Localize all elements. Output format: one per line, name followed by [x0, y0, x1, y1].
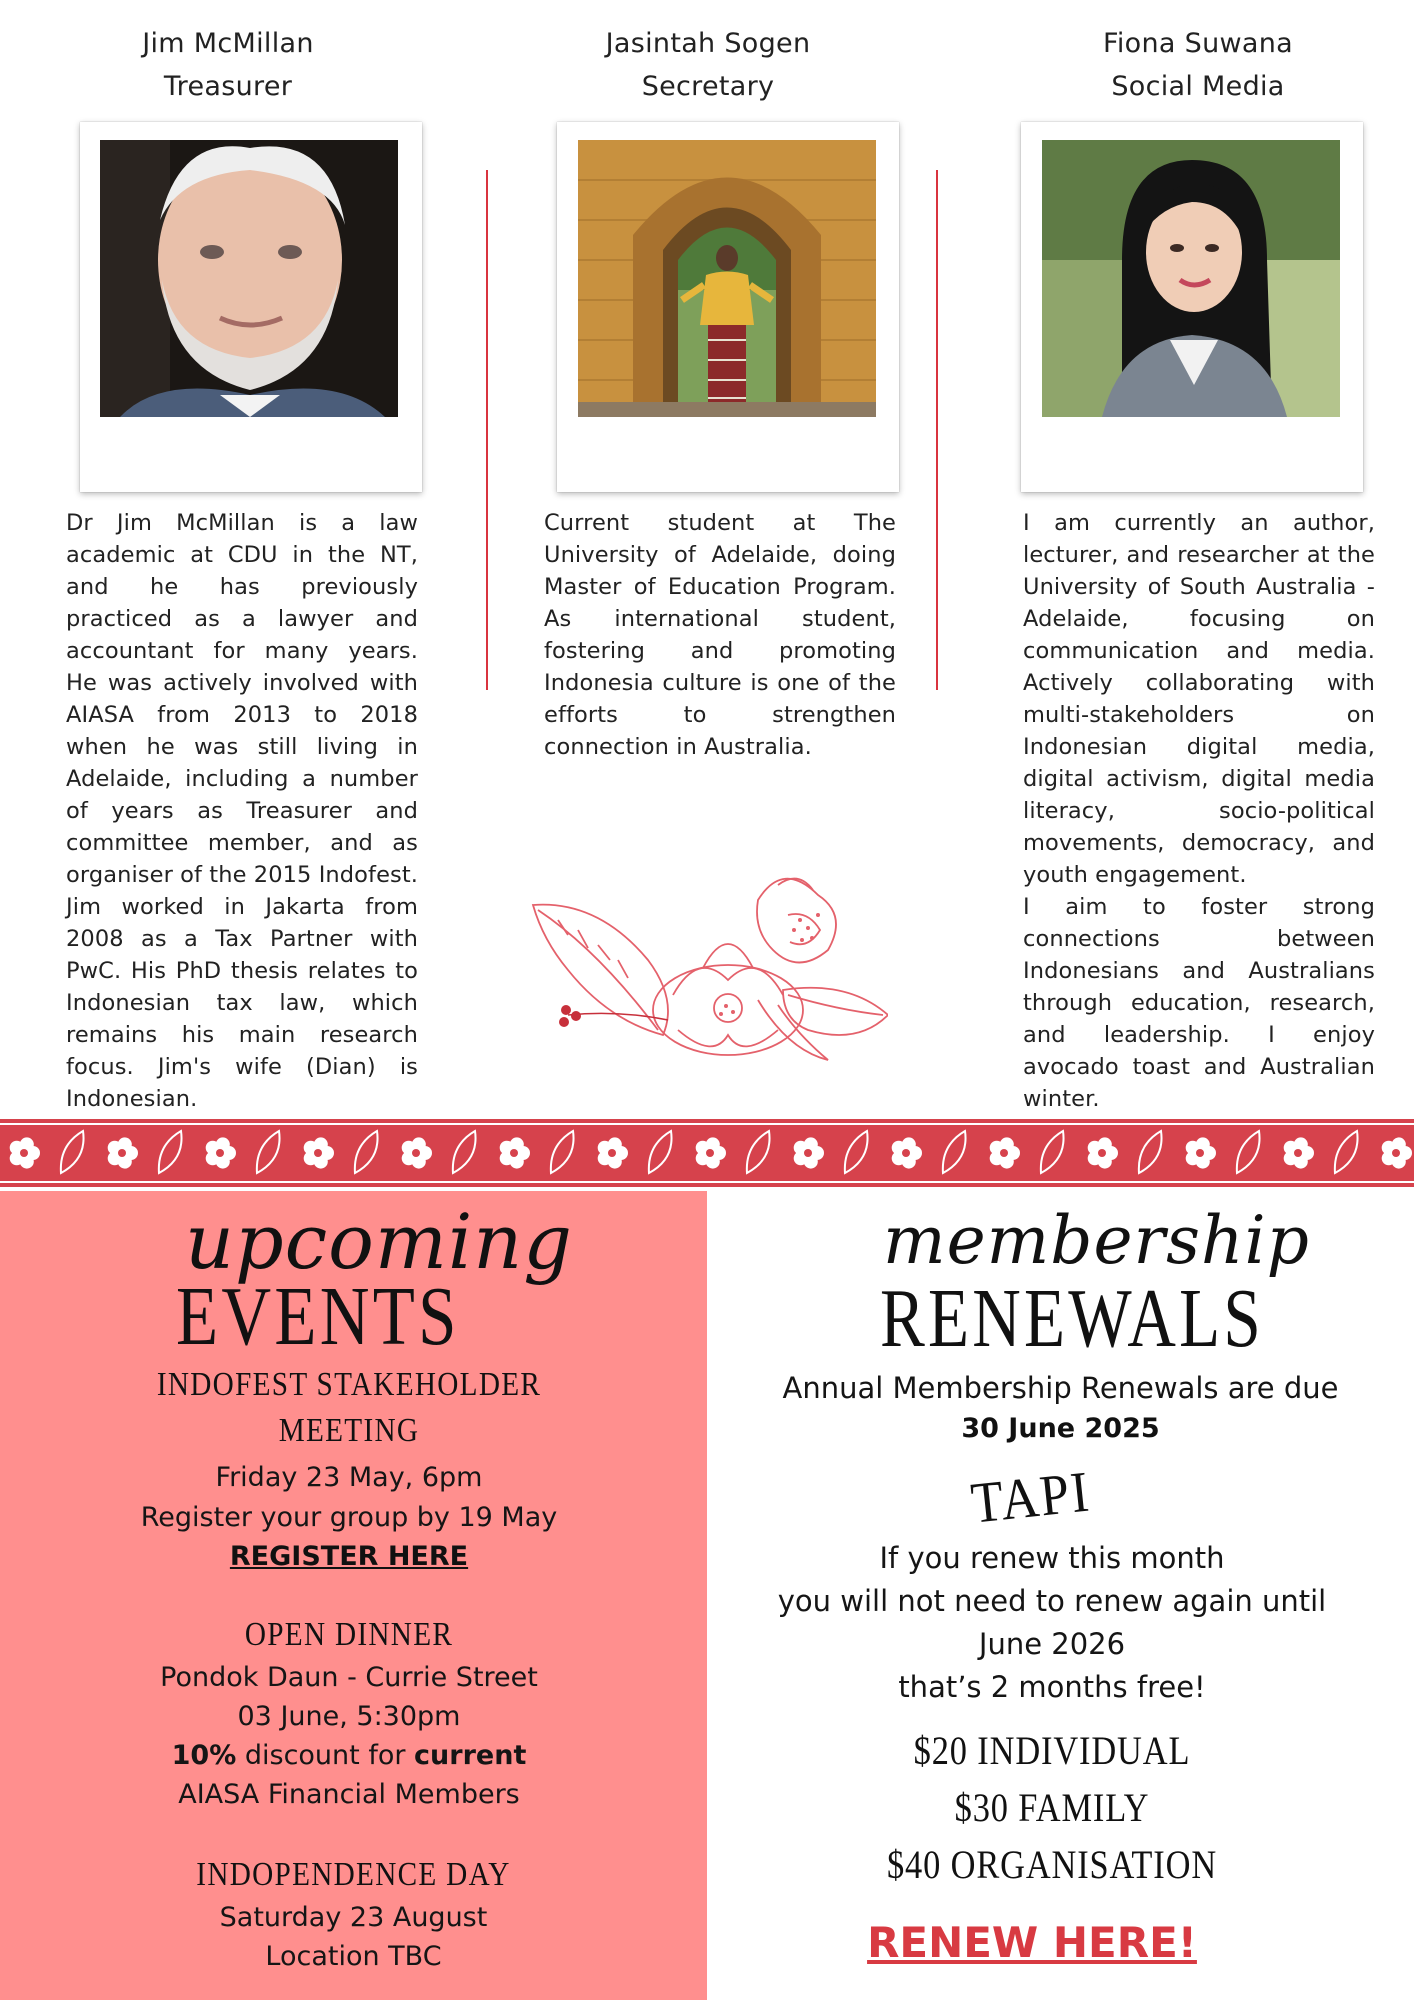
- event-title: MEETING: [278, 1412, 420, 1449]
- portrait-woman-outdoor-icon: [1042, 140, 1340, 417]
- band-flower-center: [20, 1149, 28, 1157]
- member-card-secretary: [528, 0, 888, 108]
- band-flower-center: [412, 1149, 420, 1157]
- band-flower-petal: [1196, 1137, 1210, 1151]
- band-flower-center: [1098, 1149, 1106, 1157]
- band-flower-petal: [706, 1137, 720, 1151]
- member-role: Secretary: [641, 71, 775, 102]
- band-flower-petal: [1000, 1137, 1014, 1151]
- band-flower-petal: [1392, 1137, 1406, 1151]
- band-flower-center: [510, 1149, 518, 1157]
- offer-text: June 2026: [978, 1627, 1126, 1661]
- register-here-link[interactable]: REGISTER HERE: [229, 1541, 469, 1572]
- renew-link-wrap: [707, 1915, 1357, 1971]
- member-name: Fiona Suwana: [1103, 28, 1293, 59]
- event-indofest: [0, 1362, 698, 1576]
- event-detail: Pondok Daun - Currie Street: [160, 1662, 538, 1693]
- discount-amount: 10%: [171, 1740, 237, 1771]
- event-detail: Saturday 23 August: [219, 1902, 488, 1933]
- member-card-social-media: [1018, 0, 1378, 108]
- band-flower-center: [1000, 1149, 1008, 1157]
- event-detail: Friday 23 May, 6pm: [215, 1462, 483, 1493]
- membership-details: [707, 1367, 1414, 1449]
- membership-offer: [707, 1537, 1397, 1709]
- renew-here-link[interactable]: RENEW HERE!: [867, 1918, 1197, 1967]
- event-indopendence-day: [0, 1852, 707, 1976]
- band-flower-center: [216, 1149, 224, 1157]
- offer-text: that’s 2 months free!: [898, 1670, 1206, 1704]
- event-title: OPEN DINNER: [244, 1616, 454, 1653]
- events-heading: EVENTS: [176, 1270, 460, 1363]
- event-title: INDOFEST STAKEHOLDER: [156, 1366, 542, 1403]
- membership-prices: [707, 1722, 1397, 1893]
- band-flower-center: [118, 1149, 126, 1157]
- band-flower-petal: [804, 1137, 818, 1151]
- discount-text: discount for: [236, 1740, 415, 1771]
- discount-current: current: [414, 1740, 527, 1771]
- member-card-treasurer: [48, 0, 408, 108]
- band-flower-petal: [1294, 1137, 1308, 1151]
- event-detail: 03 June, 5:30pm: [237, 1701, 461, 1732]
- band-flower-center: [1294, 1149, 1302, 1157]
- member-role: Treasurer: [163, 71, 293, 102]
- band-flower-petal: [510, 1137, 524, 1151]
- band-flower-petal: [412, 1137, 426, 1151]
- member-bio: Current student at The University of Adelaide, doing Master of Education Program. As international student, fostering and promoting Indonesia culture is one of the efforts to strengthen connection in Australia.: [544, 510, 896, 760]
- band-flower-petal: [902, 1137, 916, 1151]
- band-flower-center: [1392, 1149, 1400, 1157]
- band-flower-center: [314, 1149, 322, 1157]
- event-title: INDOPENDENCE DAY: [196, 1856, 511, 1893]
- price-organisation: $40 ORGANISATION: [886, 1842, 1218, 1887]
- event-open-dinner: [0, 1612, 698, 1814]
- member-bio-paragraph: I am currently an author, lecturer, and researcher at the University of South Australia - Adelaide, focusing on communication and media. Actively collaborating with multi-stakeholders on Indonesian digital media, digital activism, digital media literacy, socio-political movements, democracy, and youth engagement.: [1023, 510, 1375, 888]
- band-flower-petal: [608, 1137, 622, 1151]
- member-role: Social Media: [1111, 71, 1285, 102]
- membership-heading: RENEWALS: [880, 1272, 1264, 1365]
- price-individual: $20 INDIVIDUAL: [913, 1728, 1191, 1773]
- band-flower-petal: [1098, 1137, 1112, 1151]
- offer-text: you will not need to renew again until: [777, 1584, 1327, 1618]
- member-bio: [1023, 507, 1375, 1115]
- portrait-older-man-icon: [100, 140, 398, 417]
- event-discount: [0, 1736, 698, 1776]
- band-flower-center: [902, 1149, 910, 1157]
- band-flower-center: [608, 1149, 616, 1157]
- membership-script-heading: membership: [883, 1202, 1310, 1279]
- member-bio: Dr Jim McMillan is a law academic at CDU in the NT, and he has previously practiced as a lawyer and accountant for many years. He was actively involved with AIASA from 2013 to 2018 when he was still living in Adelaide, including a number of years as Treasurer and committee member, and as organiser of the 2015 Indofest. Jim worked in Jakarta from 2008 as a Tax Partner with PwC. His PhD thesis relates to Indonesian tax law, which remains his main research focus. Jim's wife (Dian) is Indonesian.: [66, 510, 419, 1112]
- band-flower-petal: [20, 1137, 34, 1151]
- event-detail: Location TBC: [265, 1941, 442, 1972]
- divider-line: [486, 170, 488, 690]
- portrait-woman-archway-icon: [578, 140, 876, 417]
- band-flower-petal: [118, 1137, 132, 1151]
- batik-border-band: [0, 1115, 1414, 1191]
- band-flower-petal: [314, 1137, 328, 1151]
- renewal-due-text: Annual Membership Renewals are due: [782, 1371, 1339, 1405]
- renewal-due-date: 30 June 2025: [961, 1413, 1160, 1444]
- event-detail: Register your group by 19 May: [140, 1502, 558, 1533]
- band-flower-petal: [216, 1137, 230, 1151]
- band-flower-center: [706, 1149, 714, 1157]
- price-family: $30 FAMILY: [954, 1785, 1150, 1830]
- tapi-heading: TAPI: [968, 1458, 1094, 1536]
- member-name: Jasintah Sogen: [605, 28, 811, 59]
- band-flower-center: [1196, 1149, 1204, 1157]
- event-detail: AIASA Financial Members: [178, 1779, 520, 1810]
- offer-text: If you renew this month: [879, 1541, 1225, 1575]
- band-flower-center: [804, 1149, 812, 1157]
- member-bio-paragraph: I aim to foster strong connections between Indonesians and Australians through education, research, and leadership. I enjoy avocado toast and Australian winter.: [1023, 894, 1375, 1112]
- divider-line: [936, 170, 938, 690]
- member-name: Jim McMillan: [142, 28, 314, 59]
- floral-illustration-icon: [528, 860, 888, 1070]
- events-script-heading: upcoming: [185, 1197, 573, 1286]
